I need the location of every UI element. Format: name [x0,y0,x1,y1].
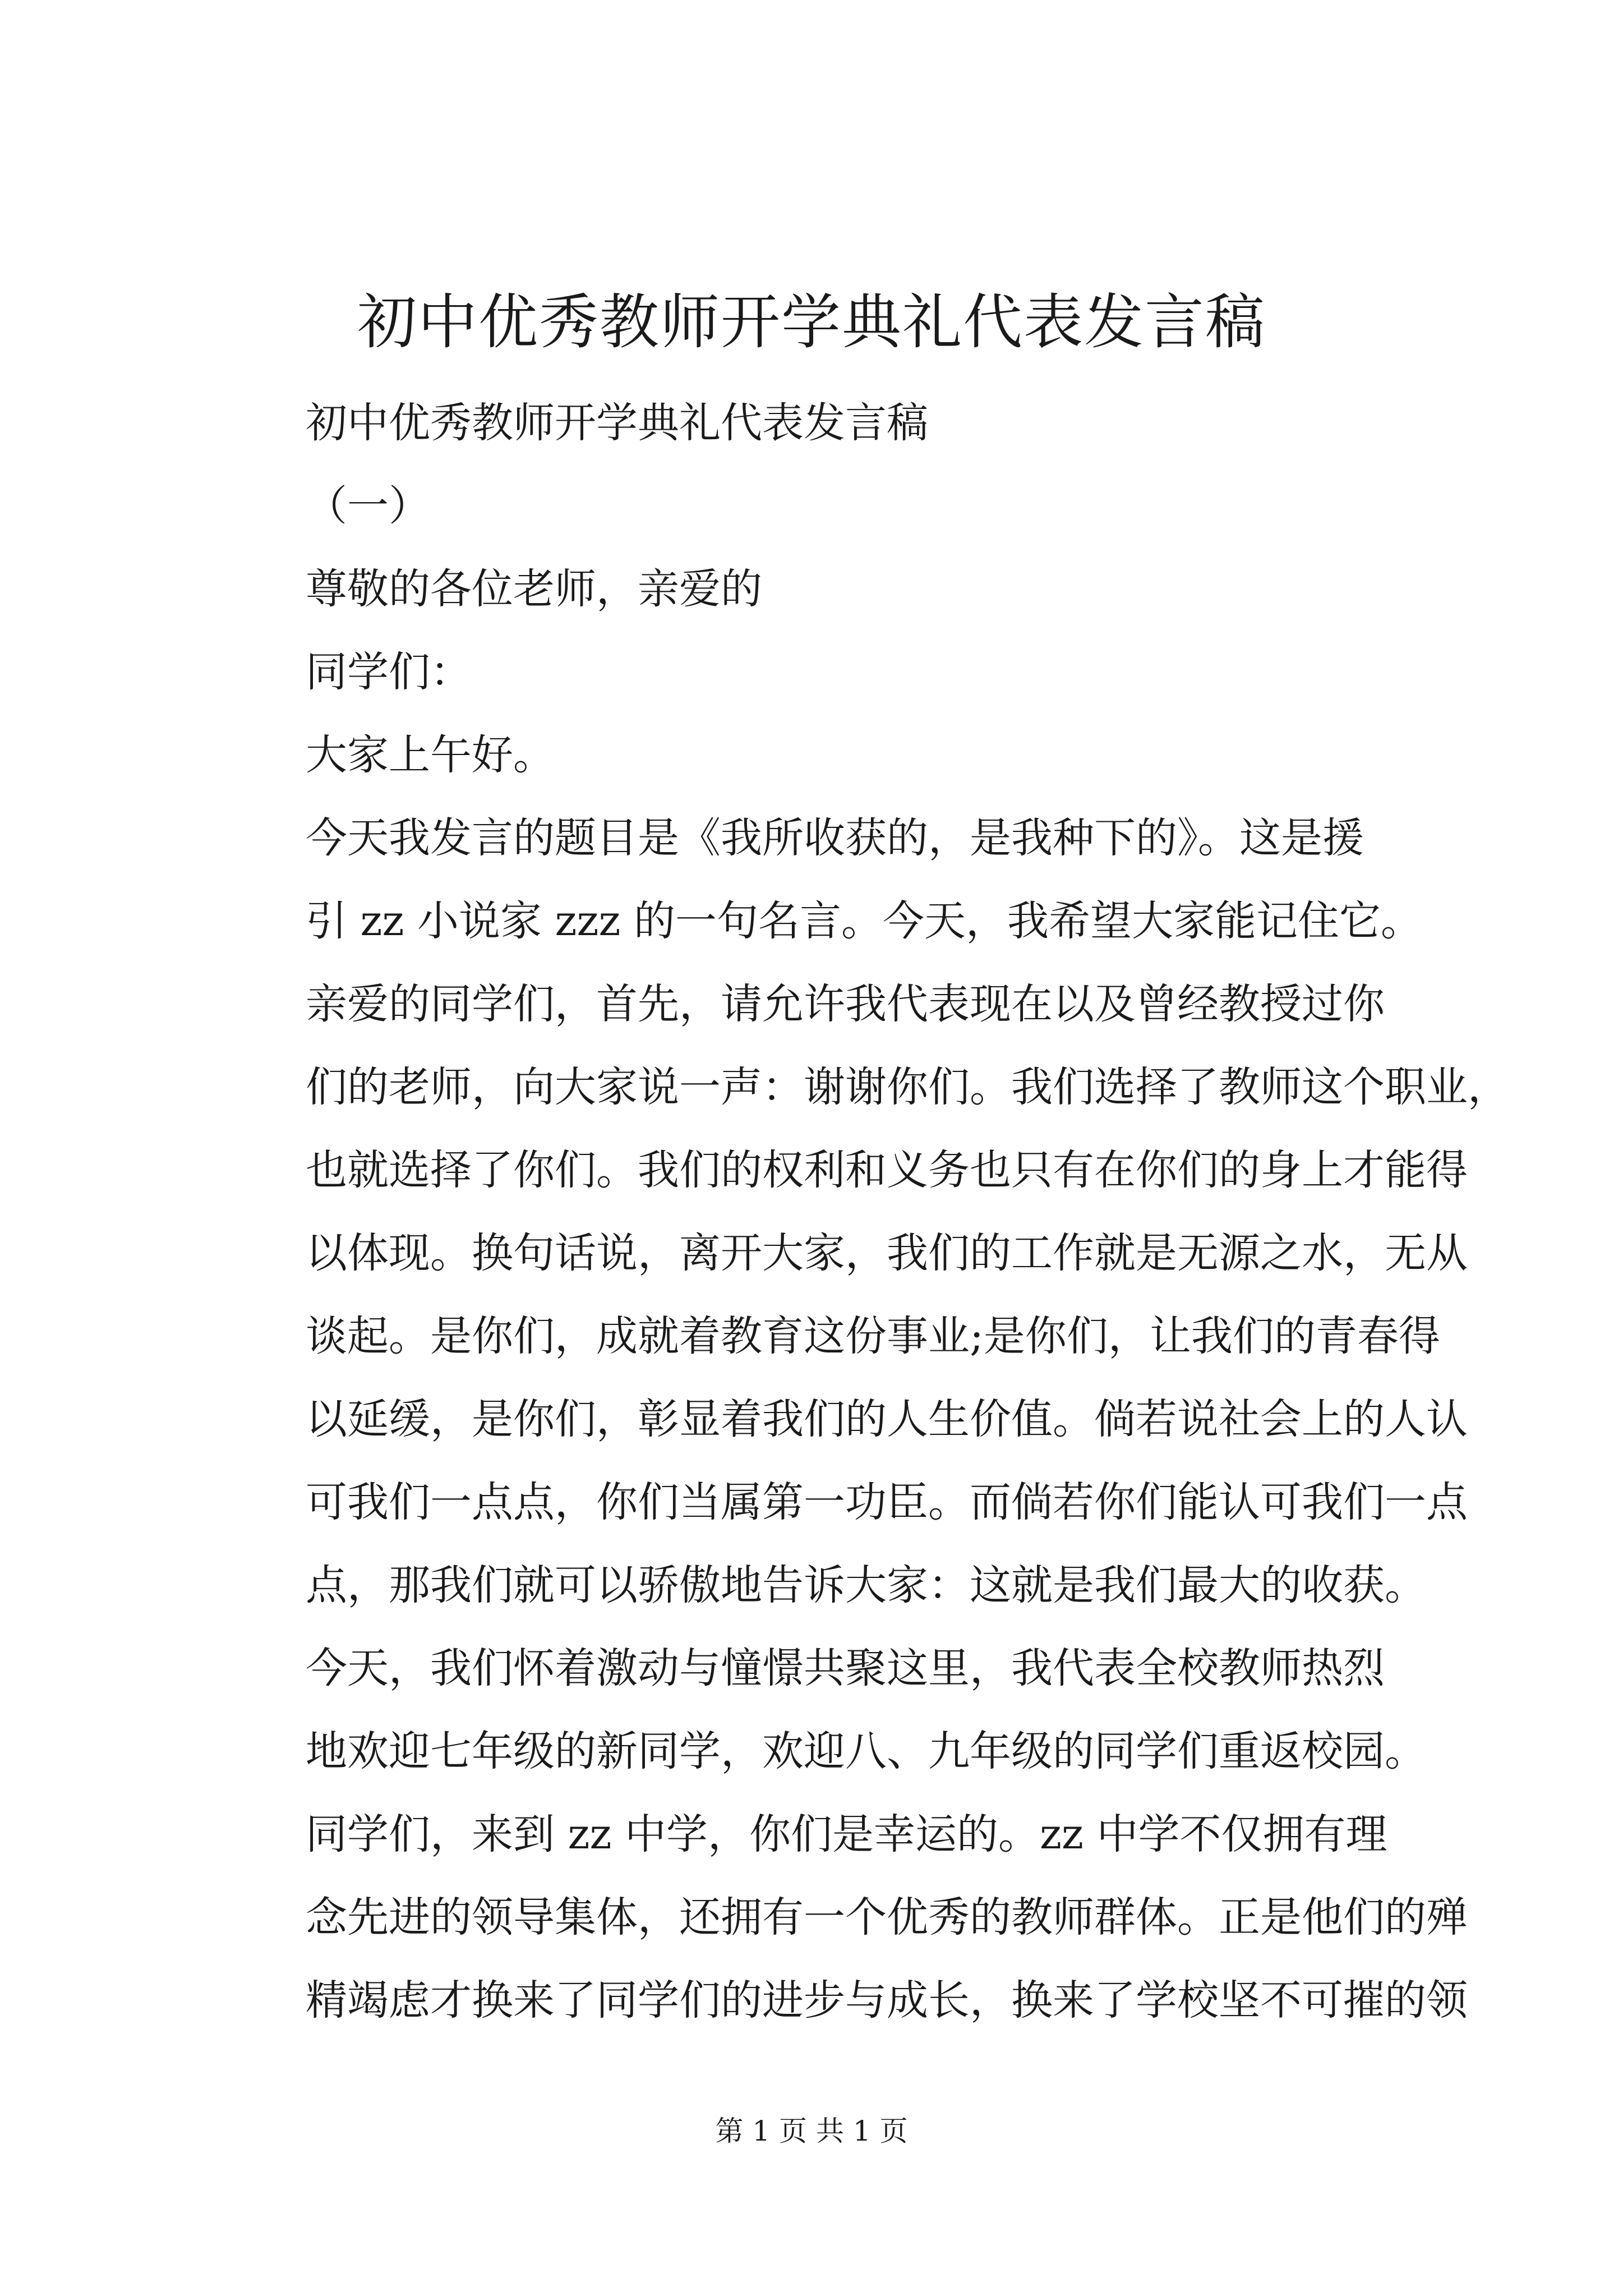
page-footer: 第 1 页 共 1 页 [715,2115,908,2147]
document-title: 初中优秀教师开学典礼代表发言稿 [357,288,1266,357]
text-line: 们的老师，向大家说一声：谢谢你们。我们选择了教师这个职业， [306,1063,1509,1111]
text-line: 今天我发言的题目是《我所收获的，是我种下的》。这是援 [306,814,1364,862]
text-line: 可我们一点点，你们当属第一功臣。而倘若你们能认可我们一点 [306,1478,1468,1526]
text-line: 点，那我们就可以骄傲地告诉大家：这就是我们最大的收获。 [306,1561,1426,1609]
salutation-line-2: 同学们： [306,648,472,696]
text-line: 同学们，来到 zz 中学，你们是幸运的。zz 中学不仅拥有理 [306,1810,1387,1858]
text-line: 以体现。换句话说，离开大家，我们的工作就是无源之水，无从 [306,1229,1468,1277]
greeting-line: 大家上午好。 [306,731,555,779]
text-line: 地欢迎七年级的新同学，欢迎八、九年级的同学们重返校园。 [306,1727,1426,1775]
text-line: 今天，我们怀着激动与憧憬共聚这里，我代表全校教师热烈 [306,1644,1385,1692]
text-line: 谈起。是你们，成就着教育这份事业;是你们，让我们的青春得 [306,1312,1440,1360]
text-line: 引 zz 小说家 zzz 的一句名言。今天，我希望大家能记住它。 [306,897,1423,945]
document-body [306,381,1509,2042]
text-line: 亲爱的同学们，首先，请允许我代表现在以及曾经教授过你 [306,980,1385,1028]
text-line: 以延缓，是你们，彰显着我们的人生价值。倘若说社会上的人认 [306,1395,1468,1443]
text-line: 精竭虑才换来了同学们的进步与成长，换来了学校坚不可摧的领 [306,1976,1468,2024]
subtitle-line: 初中优秀教师开学典礼代表发言稿 [306,399,928,447]
section-marker: （一） [306,482,430,530]
text-line: 也就选择了你们。我们的权利和义务也只有在你们的身上才能得 [306,1146,1468,1194]
text-line: 念先进的领导集体，还拥有一个优秀的教师群体。正是他们的殚 [306,1893,1468,1941]
salutation-line-1: 尊敬的各位老师，亲爱的 [306,565,762,613]
